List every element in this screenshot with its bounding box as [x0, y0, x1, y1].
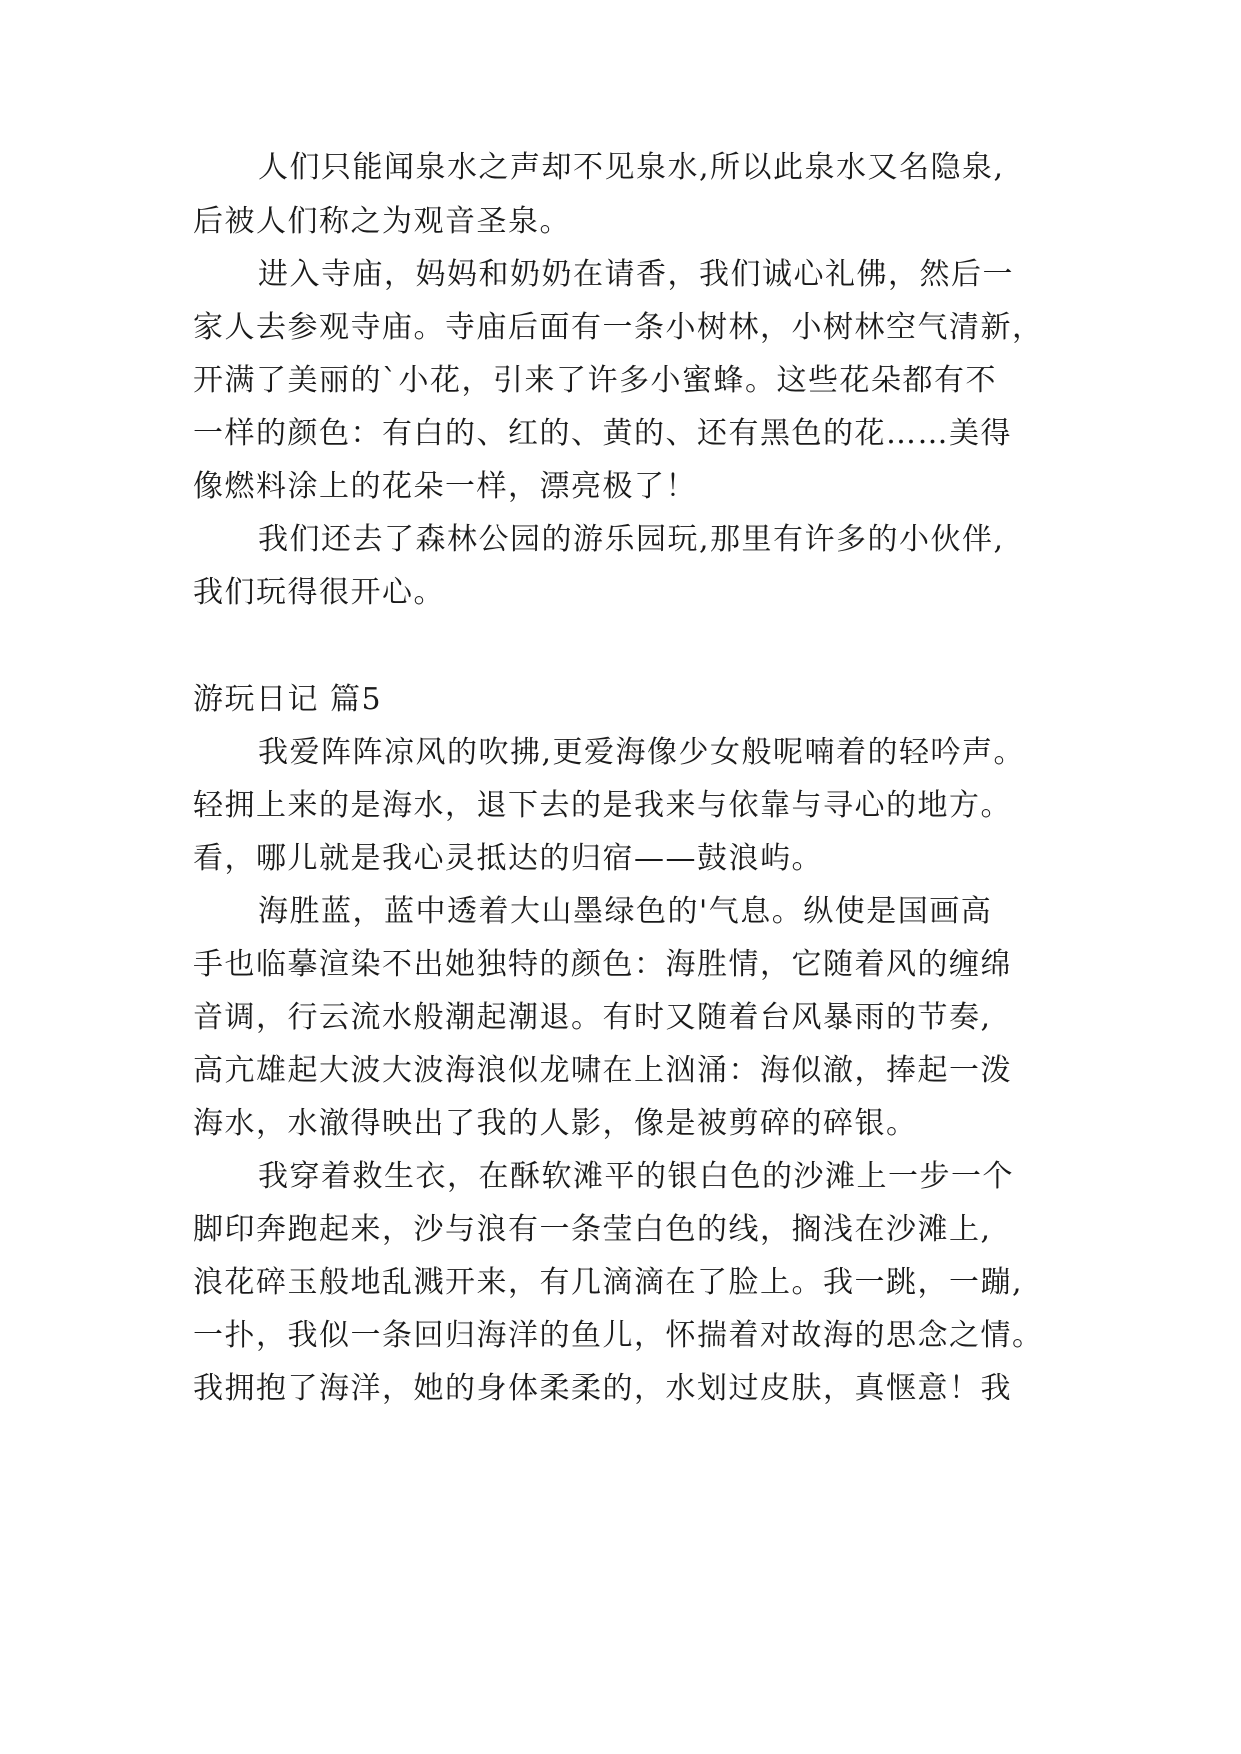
paragraph-line: 进入寺庙，妈妈和奶奶在请香，我们诚心礼佛，然后一 — [258, 257, 1014, 292]
paragraph-line: 家人去参观寺庙。寺庙后面有一条小树林，小树林空气清新， — [193, 310, 1044, 345]
paragraph-line: 我们玩得很开心。 — [193, 575, 445, 610]
paragraph-line: 手也临摹渲染不出她独特的颜色：海胜情，它随着风的缠绵 — [193, 947, 1012, 982]
paragraph-line: 高亢雄起大波大波海浪似龙啸在上汹涌：海似澈，捧起一泼 — [193, 1053, 1012, 1088]
paragraph-line: 一扑，我似一条回归海洋的鱼儿，怀揣着对故海的思念之情。 — [193, 1318, 1044, 1353]
paragraph-line: 脚印奔跑起来，沙与浪有一条莹白色的线，搁浅在沙滩上, — [193, 1212, 992, 1247]
paragraph-line: 人们只能闻泉水之声却不见泉水,所以此泉水又名隐泉, — [258, 150, 1005, 185]
paragraph-line: 我们还去了森林公园的游乐园玩,那里有许多的小伙伴, — [258, 522, 1005, 557]
paragraph-line: 后被人们称之为观音圣泉。 — [193, 204, 571, 239]
paragraph-line: 浪花碎玉般地乱溅开来，有几滴滴在了脸上。我一跳，一蹦, — [193, 1265, 1024, 1300]
paragraph-line: 我穿着救生衣，在酥软滩平的银白色的沙滩上一步一个 — [258, 1159, 1014, 1194]
paragraph-line: 像燃料涂上的花朵一样，漂亮极了！ — [193, 469, 697, 504]
section-heading: 游玩日记 篇5 — [193, 682, 383, 717]
paragraph-line: 海胜蓝，蓝中透着大山墨绿色的'气息。纵使是国画高 — [258, 894, 993, 929]
paragraph-line: 我拥抱了海洋，她的身体柔柔的，水划过皮肤，真惬意！我 — [193, 1371, 1012, 1406]
paragraph-line: 一样的颜色：有白的、红的、黄的、还有黑色的花……美得 — [193, 416, 1012, 451]
paragraph-line: 我爱阵阵凉风的吹拂,更爱海像少女般呢喃着的轻吟声。 — [258, 735, 1026, 770]
paragraph-line: 开满了美丽的`小花，引来了许多小蜜蜂。这些花朵都有不 — [193, 363, 997, 398]
paragraph-line: 看，哪儿就是我心灵抵达的归宿——鼓浪屿。 — [193, 841, 823, 876]
paragraph-line: 音调，行云流水般潮起潮退。有时又随着台风暴雨的节奏, — [193, 1000, 992, 1035]
paragraph-line: 轻拥上来的是海水，退下去的是我来与依靠与寻心的地方。 — [193, 788, 1012, 823]
paragraph-line: 海水，水澈得映出了我的人影，像是被剪碎的碎银。 — [193, 1106, 918, 1141]
